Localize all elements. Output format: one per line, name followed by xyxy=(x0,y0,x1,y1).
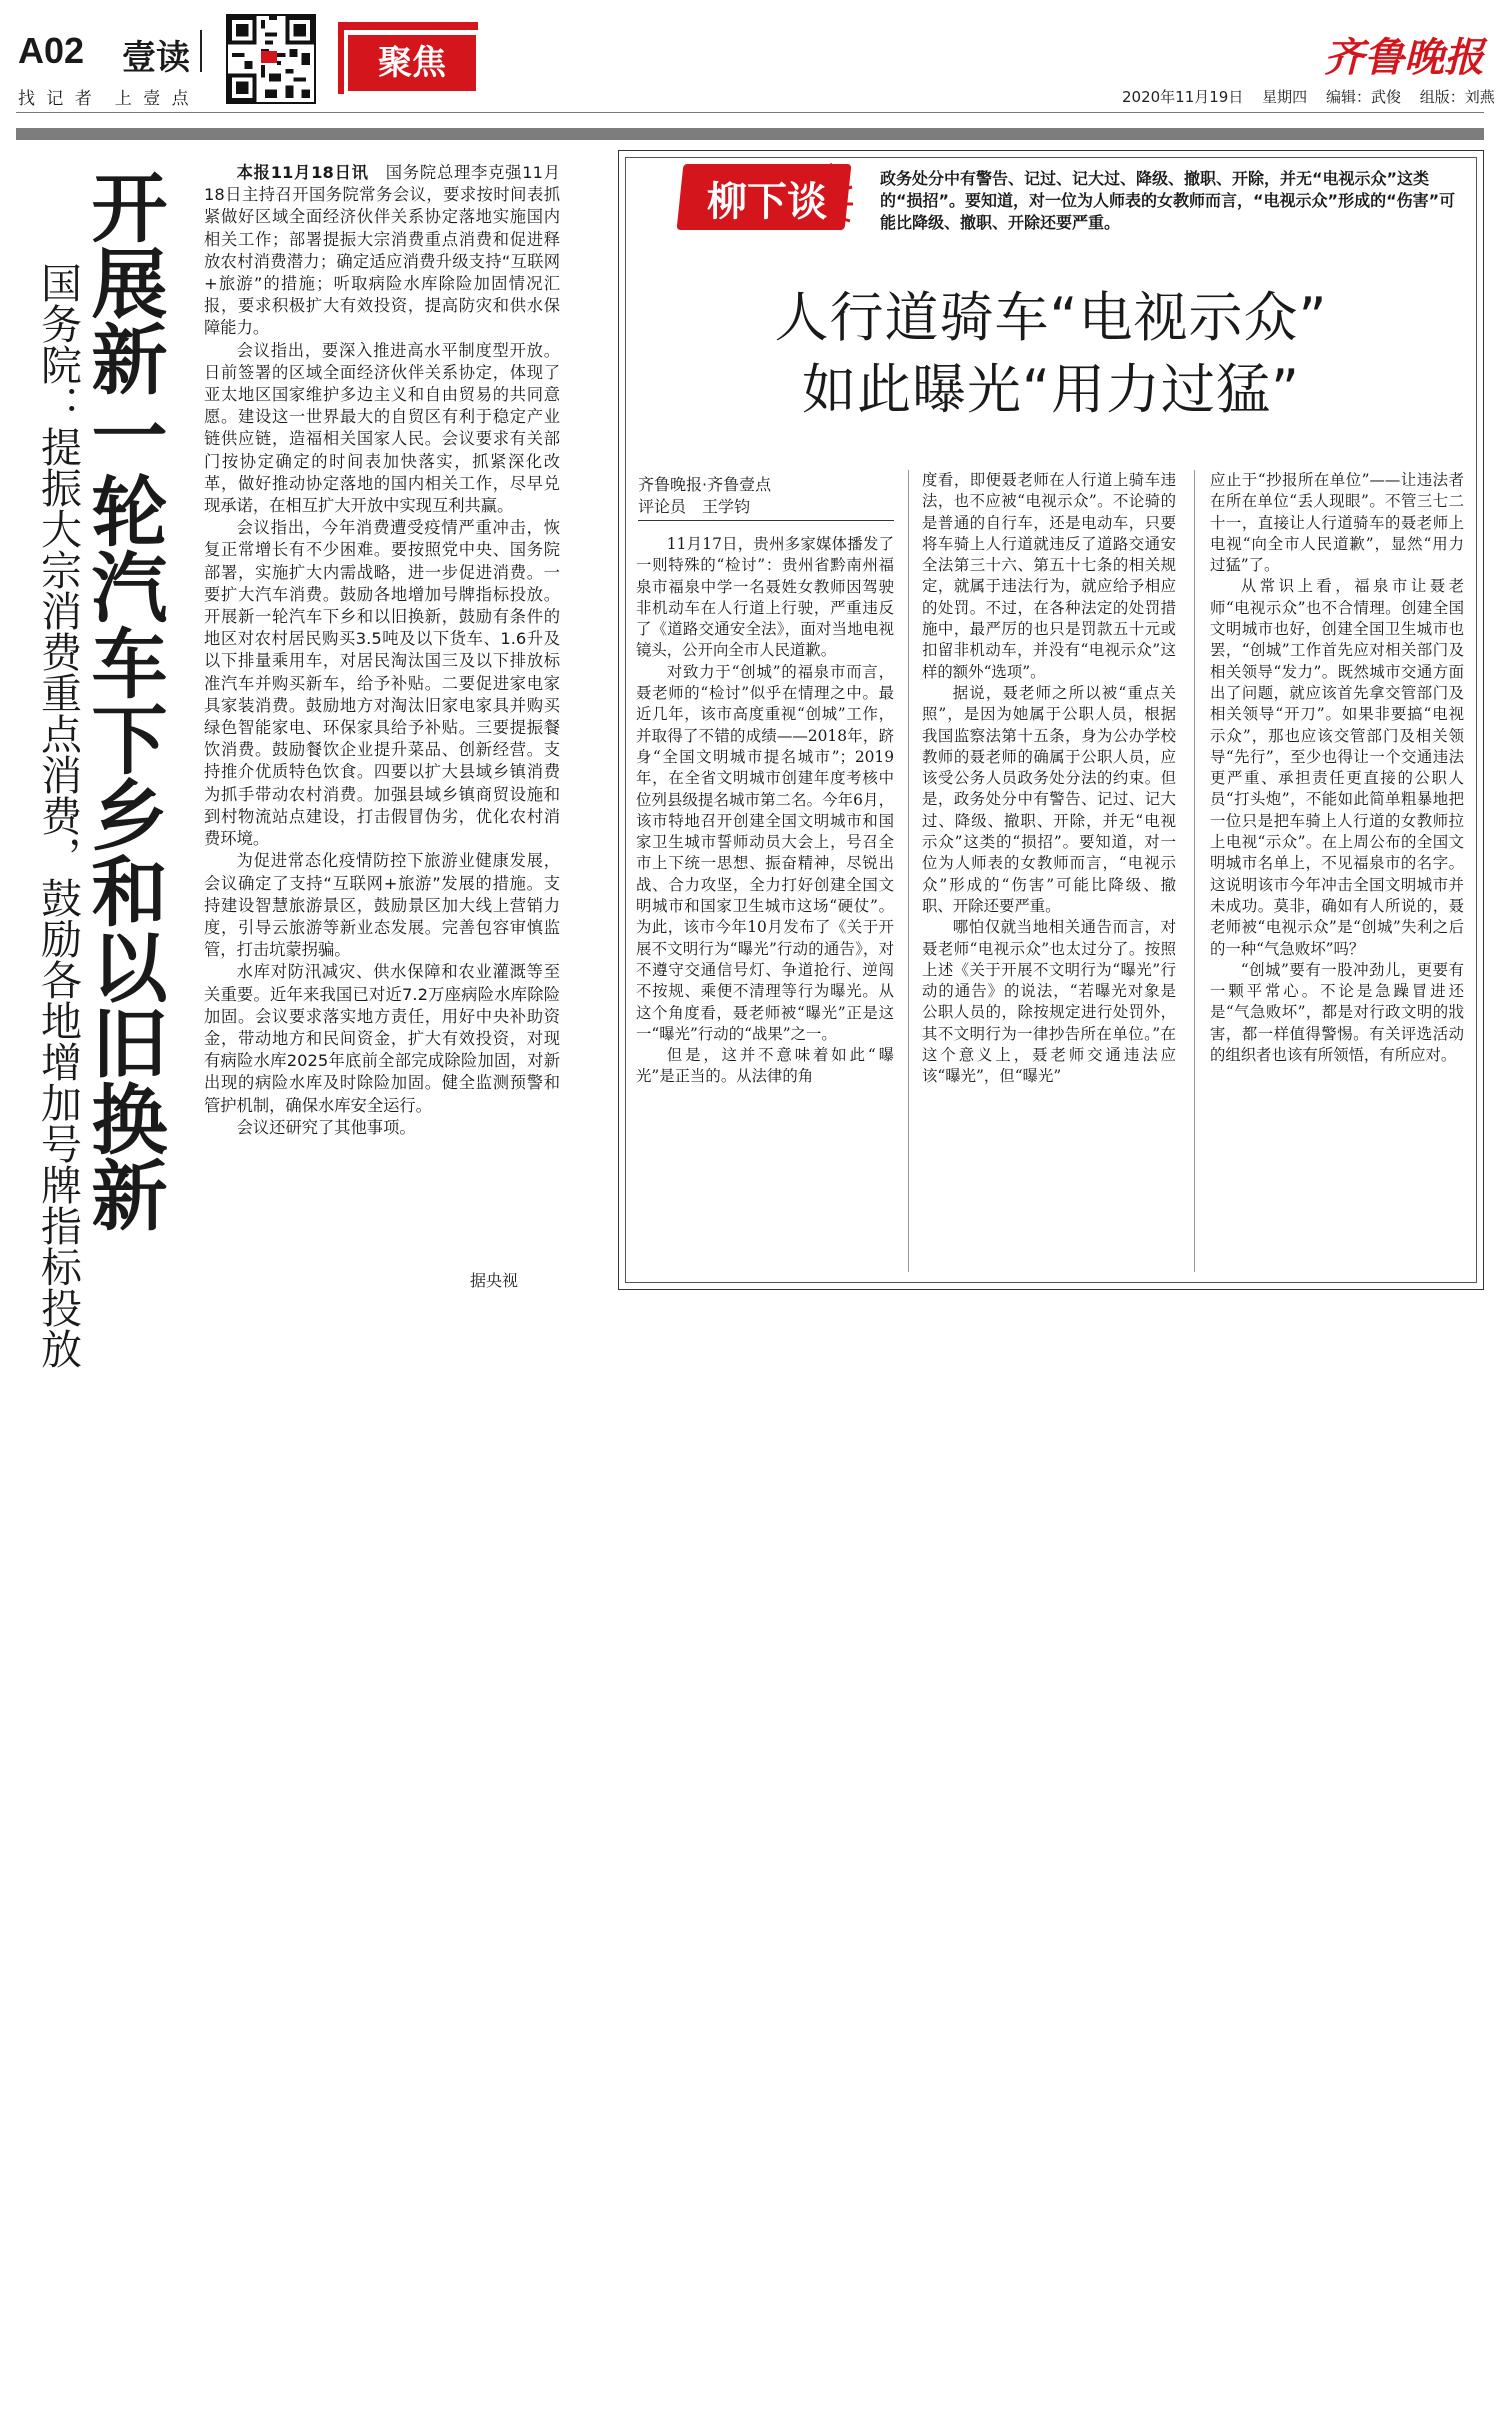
body-paragraph: 11月17日，贵州多家媒体播发了一则特殊的“检讨”：贵州省黔南州福泉市福泉中学一名聂姓女教师因驾驶非机动车在人行道上行驶，严重违反了《道路交通安全法》，面对当地电视镜头，公开向全市人民道歉。 xyxy=(636,535,894,660)
body-paragraph: 据说，聂老师之所以被“重点关照”，是因为她属于公职人员，根据我国监察法第十五条，身为公办学校教师的聂老师的确属于公职人员，应该受公务人员政务处分法的约束。但是，政务处分中有警告、记过、记大过、降级、撤职、开除，并无“电视示众”这类的“损招”。要知道，对一位为人师表的女教师而言，“电视示众”形成的“伤害”可能比降级、撤职、开除还要严重。 xyxy=(922,683,1176,915)
section-slogan: 找 记 者 上 壹 点 xyxy=(18,89,192,109)
body-paragraph: 会议指出，今年消费遭受疫情严重冲击，恢复正常增长有不少困难。要按照党中央、国务院部署，实施扩大内需战略，进一步促进消费。一要扩大汽车消费。鼓励各地增加号牌指标投放。开展新一轮汽车下乡和以旧换新，鼓励有条件的地区对农村居民购买3.5吨及以下货车、1.6升及以下排量乘用车，对居民淘汰国三及以下排放标准汽车并购买新车，给予补贴。二要促进家电家具家装消费。鼓励地方对淘汰旧家电家具并购买绿色智能家电、环保家具给予补贴。三要提振餐饮消费。鼓励餐饮企业提升菜品、创新经营。支持推介优质特色饮食。四要以扩大县域乡镇消费为抓手带动农村消费。加强县域乡镇商贸设施和到村物流站点建设，打击假冒伪劣，优化农村消费环境。 xyxy=(204,518,560,849)
body-paragraph: 会议指出，要深入推进高水平制度型开放。日前签署的区域全面经济伙伴关系协定，体现了亚太地区国家维护多边主义和自由贸易的共同意愿。建设这一世界最大的自贸区有利于稳定产业链供应链，造福相关国家人民。会议要求有关部门按协定确定的时间表加快落实，抓紧深化改革，做好推动协定落地的国内相关工作，尽早兑现承诺，在相互扩大开放中实现互利共赢。 xyxy=(204,340,560,516)
byline-author: 评论员 王学钧 xyxy=(638,497,751,516)
header-divider xyxy=(200,30,202,72)
lead-paragraph: 本报11月18日讯 国务院总理李克强11月18日主持召开国务院常务会议，要求按时间表抓紧做好区域全面经济伙伴关系协定落地实施国内相关工作；部署提振大宗消费重点消费和促进释放农村消费潜力；确定适应消费升级支持“互联网+旅游”的措施；听取病险水库除险加固情况汇报，要求积极扩大有效投资，提高防灾和供水保障能力。 xyxy=(204,163,560,338)
lead-subheadline: 国务院：提振大宗消费重点消费，鼓励各地增加号牌指标投放 xyxy=(34,262,82,1369)
commentary-column-2 xyxy=(922,470,1176,1088)
body-paragraph: “创城”要有一股冲劲儿，更要有一颗平常心。不论是急躁冒进还是“气急败坏”，都是对行政文明的戕害，都一样值得警惕。有关评选活动的组织者也该有所领悟，有所应对。 xyxy=(1210,960,1464,1065)
byline-rule xyxy=(638,520,894,521)
header-grey-bar xyxy=(16,128,1484,140)
header-rule xyxy=(16,112,1484,113)
byline xyxy=(638,474,771,518)
column-separator xyxy=(908,470,909,1272)
commentary-headline xyxy=(640,282,1462,426)
body-paragraph: 应止于“抄报所在单位”——让违法者在所在单位“丢人现眼”。不管三七二十一，直接让人行道骑车的聂老师上电视“向全市人民道歉”，显然“用力过猛”了。 xyxy=(1210,471,1464,575)
column-intro: 政务处分中有警告、记过、记大过、降级、撤职、开除，并无“电视示众”这类的“损招”。要知道，对一位为人师表的女教师而言，“电视示众”形成的“伤害”可能比降级、撤职、开除还要严重。 xyxy=(880,169,1456,232)
lead-article-body xyxy=(204,162,560,1294)
column-separator xyxy=(1194,470,1195,1272)
body-paragraph: 为促进常态化疫情防控下旅游业健康发展，会议确定了支持“互联网+旅游”发展的措施。支持建设智慧旅游景区，鼓励景区加大线上营销力度，引导云旅游等新业态发展。完善包容审慎监管，打击坑蒙拐骗。 xyxy=(204,851,560,960)
lead-headline: 开展新一轮汽车下乡和以旧换新 xyxy=(79,168,168,1232)
willow-branch-icon xyxy=(826,160,860,234)
byline-outlet: 齐鲁晚报·齐鲁壹点 xyxy=(638,475,772,494)
dateline: 本报11月18日讯 xyxy=(236,163,369,182)
page-number: A02 xyxy=(18,30,85,71)
body-paragraph: 哪怕仅就当地相关通告而言，对聂老师“电视示众”也太过分了。按照上述《关于开展不文明行为“曝光”行动的通告》的说法，“若曝光对象是公职人员的，除按规定进行处罚外，其不文明行为一律抄告所在单位。”在这个意义上，聂老师交通违法应该“曝光”，但“曝光” xyxy=(922,918,1176,1086)
editor-credit: 编辑：武俊 xyxy=(1325,88,1401,106)
section-name: 壹读 xyxy=(122,38,190,78)
column-name: 柳下谈 xyxy=(707,179,827,225)
newspaper-logo: 齐鲁晚报 xyxy=(1324,34,1484,81)
body-paragraph: 从常识上看，福泉市让聂老师“电视示众”也不合情理。创建全国文明城市也好，创建全国卫生城市也罢，“创城”工作首先应对相关部门及相关领导“发力”。既然城市交通方面出了问题，就应该首先拿交管部门及相关领导“开刀”。如果非要搞“电视示众”，那也应该交管部门及相关领导“先行”，至少也得让一个交通违法更严重、承担责任更直接的公职人员“打头炮”，不能如此简单粗暴地把一位只是把车骑上人行道的女教师拉上电视“示众”。在上周公布的全国文明城市名单上，不见福泉市的名字。这说明该市今年冲击全国文明城市并未成功。莫非，确如有人所说的，聂老师被“电视示众”是“创城”失利之后的一种“气急败坏”吗？ xyxy=(1210,577,1464,958)
commentary-column-1 xyxy=(636,534,894,1088)
column-logo xyxy=(680,158,862,234)
body-paragraph: 但是，这并不意味着如此“曝光”是正当的。从法律的角 xyxy=(636,1046,894,1086)
designer-credit: 组版：刘燕 xyxy=(1419,88,1495,106)
issue-weekday: 星期四 xyxy=(1262,88,1308,106)
commentary-column-3 xyxy=(1210,470,1464,1066)
issue-date: 2020年11月19日 xyxy=(1122,88,1244,106)
article-source: 据央视 xyxy=(470,1271,519,1290)
issue-info xyxy=(1122,86,1500,107)
body-paragraph: 水库对防汛减灾、供水保障和农业灌溉等至关重要。近年来我国已对近7.2万座病险水库除险加固。会议要求落实地方责任，用好中央补助资金，带动地方和民间资金，扩大有效投资，对现有病险水库2025年底前全部完成除险加固，对新出现的病险水库及时除险加固。健全监测预警和管护机制，确保水库安全运行。 xyxy=(204,962,560,1115)
body-paragraph: 对致力于“创城”的福泉市而言，聂老师的“检讨”似乎在情理之中。最近几年，该市高度重视“创城”工作，并取得了不错的成绩——2018年，跻身“全国文明城市提名城市”；2019年，在全省文明城市创建年度考核中位列县级提名城市第二名。今年6月，该市特地召开创建全国文明城市和国家卫生城市誓师动员大会上，号召全市上下统一思想、振奋精神，尽锐出战、合力攻坚，全力打好创建全国文明城市和国家卫生城市这场“硬仗”。为此，该市今年10月发布了《关于开展不文明行为“曝光”行动的通告》，对不遵守交通信号灯、争道抢行、逆闯不按规、乘便不清理等行为曝光。从这个角度看，聂老师被“曝光”正是这一“曝光”行动的“战果”之一。 xyxy=(636,662,894,1043)
qr-code-icon[interactable] xyxy=(226,14,316,104)
focus-tag: 聚焦 xyxy=(348,35,476,91)
body-paragraph: 度看，即便聂老师在人行道上骑车违法，也不应被“电视示众”。不论骑的是普通的自行车，还是电动车，只要将车骑上人行道就违反了道路交通安全法第三十六、第五十七条的相关规定，就属于违法行为，就应给予相应的处罚。不过，在各种法定的处罚措施中，最严厉的也只是罚款五十元或扣留非机动车，并没有“电视示众”这样的额外“选项”。 xyxy=(922,471,1176,681)
page-header xyxy=(0,0,1500,130)
headline-line-2: 如此曝光“用力过猛” xyxy=(802,358,1300,421)
headline-line-1: 人行道骑车“电视示众” xyxy=(774,286,1328,349)
body-paragraph: 会议还研究了其他事项。 xyxy=(236,1117,416,1137)
